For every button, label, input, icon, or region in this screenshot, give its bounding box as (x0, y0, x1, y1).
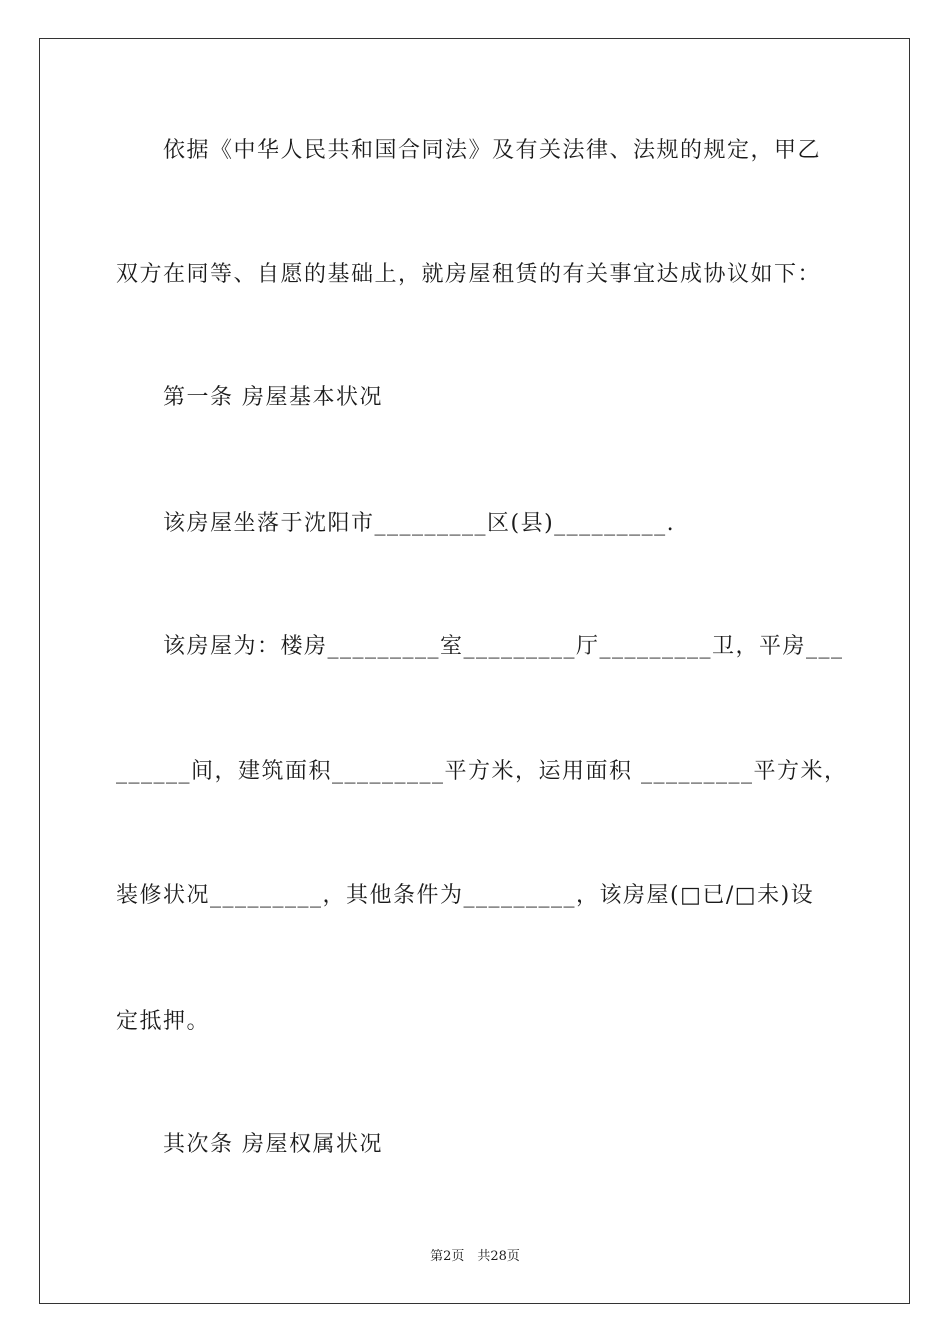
body-line-3: 该房屋坐落于沈阳市_________区(县)_________. (116, 511, 676, 536)
body-line-7: 定抵押。 (116, 1009, 211, 1034)
page-number-footer: 第2页 共28页 (430, 1249, 520, 1264)
body-line-6: 装修状况_________，其他条件为_________，该房屋(□已/□未)设 (116, 883, 815, 908)
section-heading-1: 第一条 房屋基本状况 (116, 385, 383, 410)
body-line-4: 该房屋为：楼房_________室_________厅_________卫，平房___ (116, 634, 844, 659)
section-heading-2: 其次条 房屋权属状况 (116, 1132, 383, 1157)
page-border (39, 38, 910, 1304)
body-line-5: ______间，建筑面积_________平方米，运用面积 _________平方米， (116, 759, 848, 784)
body-line-2: 双方在同等、自愿的基础上，就房屋租赁的有关事宜达成协议如下： (116, 262, 822, 287)
body-line-1: 依据《中华人民共和国合同法》及有关法律、法规的规定，甲乙 (116, 138, 822, 163)
